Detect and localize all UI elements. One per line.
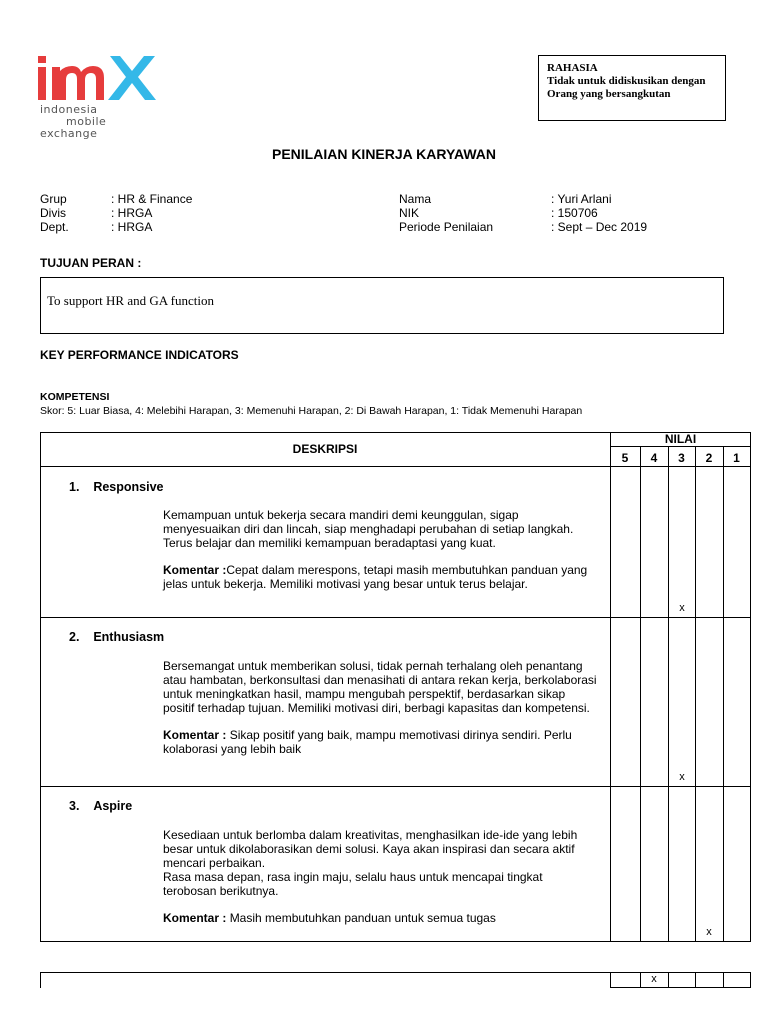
confidential-line2: Tidak untuk didiskusikan dengan (547, 75, 706, 87)
confidential-line1: RAHASIA (547, 62, 598, 74)
row2-separator (40, 786, 751, 787)
col-line-5 (640, 446, 641, 942)
info-label-periode: Periode Penilaian (399, 220, 494, 234)
tujuan-heading: TUJUAN PERAN : (40, 256, 142, 270)
header-bottom-line (40, 466, 751, 467)
col-line-desc (610, 432, 611, 942)
score-header-5: 5 (621, 451, 629, 465)
fragment-col-3 (695, 972, 696, 988)
logo-line-indonesia: indonesia (40, 103, 98, 116)
item-title-aspire: 3. Aspire (69, 799, 133, 813)
logo-line-mobile: mobile (66, 115, 107, 128)
info-right-values (551, 192, 647, 234)
score-mark-enthusiasm: x (679, 771, 685, 783)
kpi-heading: KEY PERFORMANCE INDICATORS (40, 348, 239, 362)
logo-line-exchange: exchange (40, 127, 98, 140)
fragment-col-2 (723, 972, 724, 988)
info-value-periode: : Sept – Dec 2019 (551, 220, 648, 234)
item-comment (163, 911, 598, 925)
score-header-3: 3 (678, 451, 685, 465)
score-mark-responsive: x (679, 602, 685, 614)
info-label-dept: Dept. (40, 220, 69, 234)
item-desc-responsive (163, 508, 598, 591)
skor-legend: Skor: 5: Luar Biasa, 4: Melebihi Harapan, 3: Memenuhi Harapan, 2: Di Bawah Harapan, 1: Tidak Memenuhi Harapan (40, 405, 583, 417)
score-header-2: 2 (705, 451, 713, 465)
tujuan-text: To support HR and GA function (47, 293, 214, 308)
info-value-nik: : 150706 (551, 206, 598, 220)
table-border-right (750, 432, 751, 942)
komentar-text: Masih membutuhkan panduan untuk semua tugas (229, 911, 496, 925)
info-value-nama: : Yuri Arlani (551, 192, 612, 206)
fragment-right-line (750, 972, 751, 988)
item-title-responsive: 1. Responsive (69, 480, 164, 494)
info-value-divis: : HRGA (111, 206, 153, 220)
logo-m (52, 66, 104, 100)
komentar-label: Komentar : (163, 563, 227, 577)
score-mark-aspire: x (706, 926, 712, 938)
logo-i-dot (38, 56, 46, 63)
komentar-label: Komentar : (163, 728, 230, 742)
item-comment (163, 728, 598, 756)
nilai-header-divider (610, 446, 751, 447)
fragment-bottom-line (610, 987, 751, 988)
confidential-box (538, 55, 726, 121)
kompetensi-heading: KOMPETENSI (40, 391, 110, 403)
info-right-labels (399, 192, 493, 234)
item-title-enthusiasm: 2. Enthusiasm (69, 630, 165, 644)
info-label-nik: NIK (399, 206, 420, 220)
kompetensi-table (40, 432, 751, 942)
info-left-labels (40, 192, 69, 234)
item-desc-text: Kemampuan untuk bekerja secara mandiri demi keunggulan, sigap menyesuaikan diri dan lincah, siap menghadapi perubahan di setiap langkah. Terus belajar dan memiliki kemampuan beradaptasi yang kuat. (163, 508, 574, 550)
fragment-score-mark: x (651, 973, 657, 985)
info-label-nama: Nama (399, 192, 432, 206)
item-desc-text: Bersemangat untuk memberikan solusi, tidak pernah terhalang oleh penantang atau hambatan, berkonsultasi dan menasihati di antara rekan kerja, berkolaborasi untuk meningkatkan hasil, mampu mengubah perspektif, berdasarkan sikap positif terhadap tujuan. Memiliki motivasi diri, berbagi kapasitas dan kompetensi. (163, 659, 597, 715)
score-header-1: 1 (733, 451, 740, 465)
confidential-line3: Orang yang bersangkutan (547, 88, 671, 100)
row1-separator (40, 617, 751, 618)
tujuan-box (40, 277, 724, 334)
item-comment (163, 563, 598, 591)
nilai-header: NILAI (664, 432, 697, 446)
next-table-fragment (40, 972, 751, 988)
deskripsi-header: DESKRIPSI (292, 442, 358, 456)
table-border-bottom (40, 941, 751, 942)
fragment-col-4 (668, 972, 669, 988)
table-border-left (40, 432, 41, 942)
item-desc-aspire (163, 828, 598, 925)
score-header-4: 4 (650, 451, 658, 465)
info-label-divis: Divis (40, 206, 66, 220)
logo-x (108, 56, 156, 100)
logo-i-stem (38, 67, 46, 100)
col-line-3 (695, 446, 696, 942)
fragment-col-desc (610, 972, 611, 988)
document-title: PENILAIAN KINERJA KARYAWAN (271, 146, 497, 162)
info-value-grup: : HR & Finance (111, 192, 193, 206)
info-value-dept: : HRGA (111, 220, 153, 234)
item-desc-text: Kesediaan untuk berlomba dalam kreativitas, menghasilkan ide-ide yang lebih besar untuk dikolaborasikan demi solusi. Kaya akan inspirasi dan secara aktif mencari perbaikan. (163, 828, 578, 870)
komentar-label: Komentar : (163, 911, 230, 925)
imx-logo (38, 52, 163, 104)
komentar-text: Cepat dalam merespons, tetapi masih membutuhkan panduan yang jelas untuk bekerja. Memiliki motivasi yang besar untuk terus belajar. (163, 563, 588, 591)
fragment-left-line (40, 972, 41, 988)
info-label-grup: Grup (40, 192, 67, 206)
item-desc-enthusiasm (163, 659, 598, 756)
item-desc-text-2: Rasa masa depan, rasa ingin maju, selalu haus untuk mencapai tingkat terobosan berikutnya. (163, 870, 543, 898)
col-line-2 (723, 446, 724, 942)
komentar-text: Sikap positif yang baik, mampu memotivasi dirinya sendiri. Perlu kolaborasi yang lebih baik (163, 728, 572, 756)
info-left-values (111, 192, 192, 234)
col-line-4 (668, 446, 669, 942)
